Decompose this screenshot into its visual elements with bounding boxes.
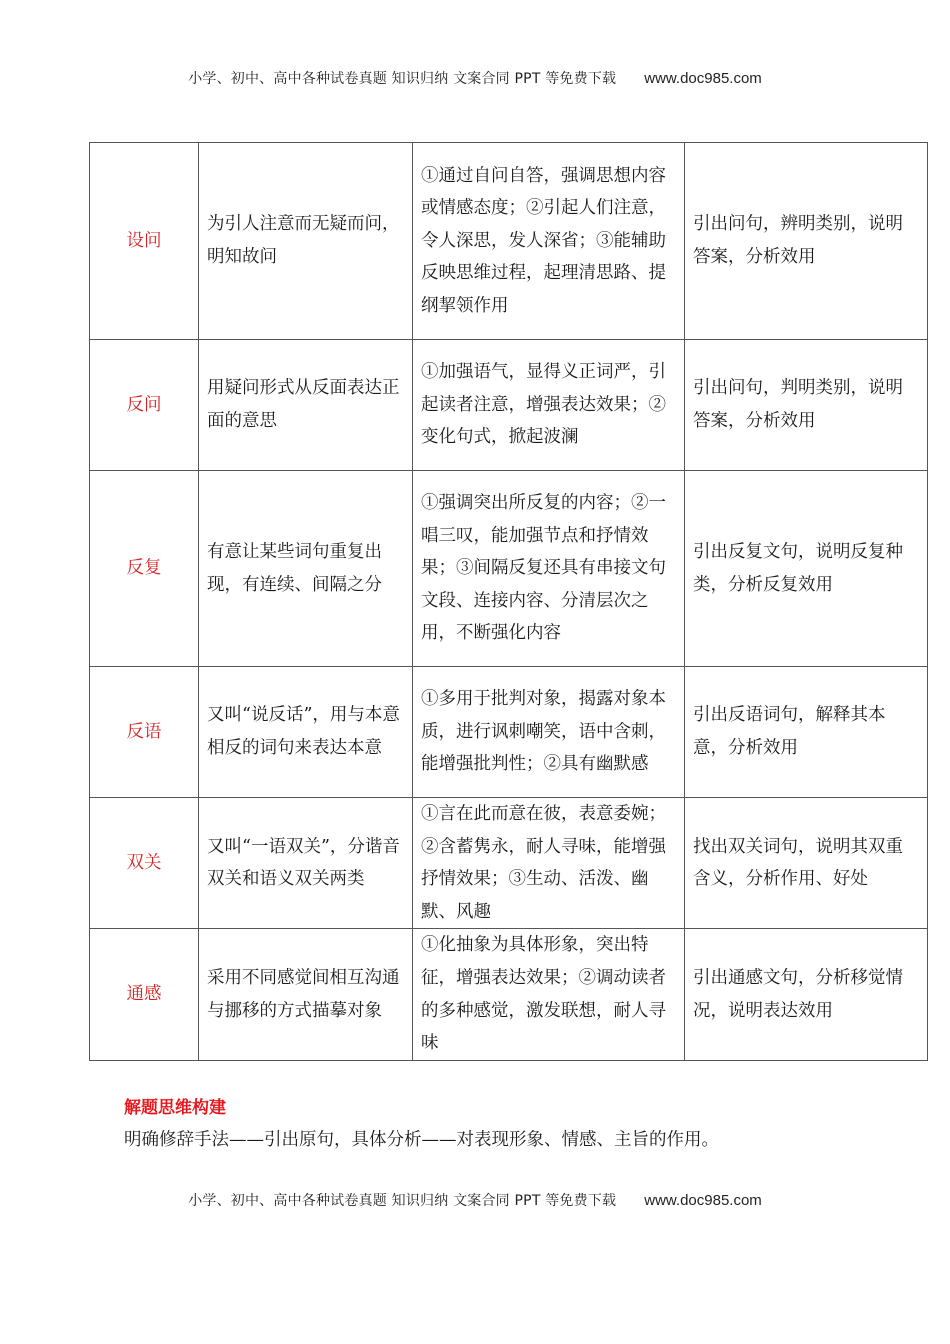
page-header (0, 68, 950, 88)
device-method: 引出问句，判明类别，说明答案，分析效用 (685, 340, 928, 471)
device-method: 引出通感文句，分析移觉情况，说明表达效用 (685, 929, 928, 1060)
section-title: 解题思维构建 (124, 1098, 226, 1118)
device-definition: 又叫“说反话”，用与本意相反的词句来表达本意 (199, 667, 413, 798)
device-method: 引出反语词句，解释其本意，分析效用 (685, 667, 928, 798)
section-body: 明确修辞手法——引出原句，具体分析——对表现形象、情感、主旨的作用。 (124, 1130, 719, 1150)
device-effect: ①化抽象为具体形象，突出特征，增强表达效果；②调动读者的多种感觉，激发联想，耐人寻味 (413, 929, 685, 1060)
footer-url[interactable]: www.doc985.com (644, 1191, 762, 1209)
page-footer (0, 1190, 950, 1210)
device-definition: 采用不同感觉间相互沟通与挪移的方式描摹对象 (199, 929, 413, 1060)
device-effect: ①多用于批判对象，揭露对象本质，进行讽刺嘲笑，语中含刺，能增强批判性；②具有幽默感 (413, 667, 685, 798)
device-method: 引出反复文句，说明反复种类，分析反复效用 (685, 471, 928, 667)
device-name: 双关 (90, 798, 199, 929)
device-name: 通感 (90, 929, 199, 1060)
device-definition: 又叫“一语双关”，分谐音双关和语义双关两类 (199, 798, 413, 929)
device-name: 反复 (90, 471, 199, 667)
device-effect: ①通过自问自答，强调思想内容或情感态度；②引起人们注意，令人深思，发人深省；③能辅助反映思维过程，起理清思路、提纲挈领作用 (413, 143, 685, 340)
device-definition: 有意让某些词句重复出现，有连续、间隔之分 (199, 471, 413, 667)
device-name: 设问 (90, 143, 199, 340)
header-url[interactable]: www.doc985.com (644, 69, 762, 87)
rhetoric-table (89, 142, 928, 1061)
device-name: 反语 (90, 667, 199, 798)
table-row (90, 667, 928, 798)
footer-text: 小学、初中、高中各种试卷真题 知识归纳 文案合同 PPT 等免费下载 (188, 1193, 617, 1209)
header-text: 小学、初中、高中各种试卷真题 知识归纳 文案合同 PPT 等免费下载 (188, 71, 617, 87)
device-effect: ①强调突出所反复的内容；②一唱三叹，能加强节点和抒情效果；③间隔反复还具有串接文句文段、连接内容、分清层次之用，不断强化内容 (413, 471, 685, 667)
device-effect: ①言在此而意在彼，表意委婉；②含蓄隽永，耐人寻味，能增强抒情效果；③生动、活泼、幽默、风趣 (413, 798, 685, 929)
table-row (90, 471, 928, 667)
device-definition: 用疑问形式从反面表达正面的意思 (199, 340, 413, 471)
device-effect: ①加强语气，显得义正词严，引起读者注意，增强表达效果；②变化句式，掀起波澜 (413, 340, 685, 471)
table-row (90, 340, 928, 471)
device-method: 找出双关词句，说明其双重含义，分析作用、好处 (685, 798, 928, 929)
table-row (90, 929, 928, 1060)
table-row (90, 143, 928, 340)
device-name: 反问 (90, 340, 199, 471)
device-definition: 为引人注意而无疑而问，明知故问 (199, 143, 413, 340)
device-method: 引出问句，辨明类别，说明答案，分析效用 (685, 143, 928, 340)
table-row (90, 798, 928, 929)
